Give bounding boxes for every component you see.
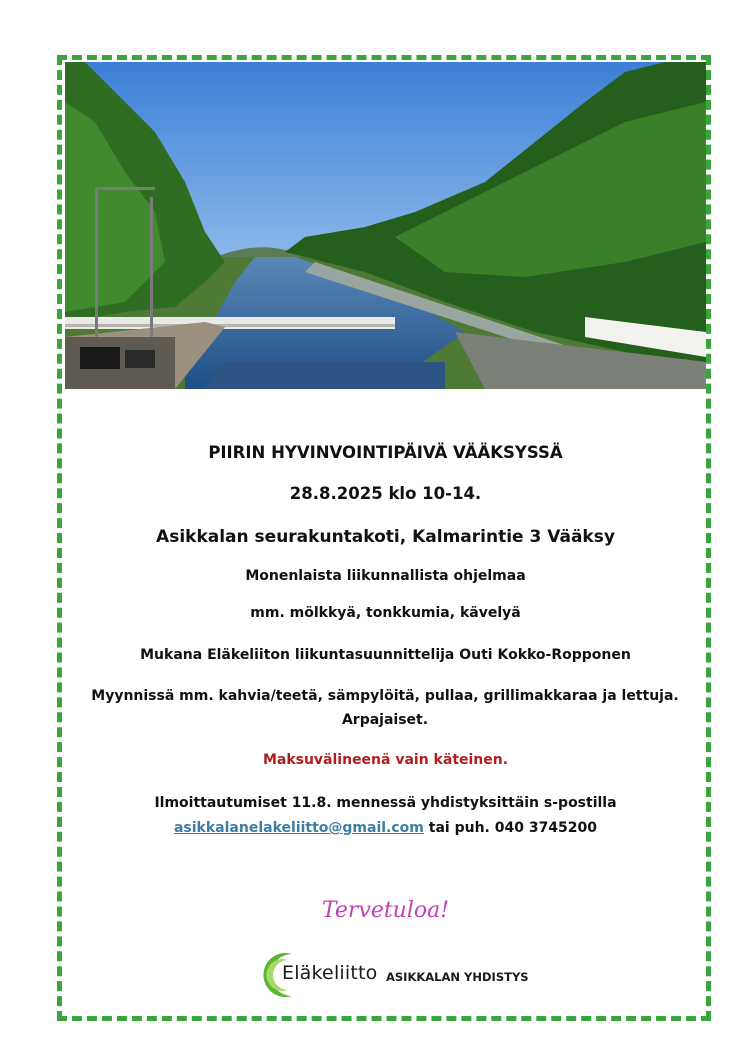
event-title: PIIRIN HYVINVOINTIPÄIVÄ VÄÄKSYSSÄ	[208, 443, 563, 462]
logo-name: Eläkeliitto	[282, 962, 378, 984]
payment-note: Maksuvälineenä vain käteinen.	[262, 752, 509, 768]
event-datetime: 28.8.2025 klo 10-14.	[289, 484, 482, 503]
registration-line: Ilmoittautumiset 11.8. mennessä yhdistyksittäin s-postilla	[154, 795, 617, 811]
welcome-text: Tervetuloa!	[321, 898, 450, 923]
registration-contact	[65, 816, 706, 841]
logo-branch: ASIKKALAN YHDISTYS	[386, 970, 529, 984]
elakeliitto-logo	[258, 950, 548, 1000]
email-link[interactable]: asikkalanelakeliitto@gmail.com	[173, 820, 424, 836]
event-location: Asikkalan seurakuntakoti, Kalmarintie 3 Vääksy	[156, 527, 615, 547]
registration-block	[65, 791, 706, 841]
phone-text: tai puh. 040 3745200	[423, 820, 598, 836]
sales-line: Myynnissä mm. kahvia/teetä, sämpylöitä, pullaa, grillimakkaraa ja lettuja. Arpajaiset.	[91, 688, 679, 728]
canal-lock-photo	[65, 62, 706, 389]
program-line-2: mm. mölkkyä, tonkkumia, kävelyä	[250, 605, 521, 621]
guest-line: Mukana Eläkeliiton liikuntasuunnittelija Outi Kokko-Ropponen	[140, 647, 631, 663]
program-line-1: Monenlaista liikunnallista ohjelmaa	[245, 568, 526, 584]
